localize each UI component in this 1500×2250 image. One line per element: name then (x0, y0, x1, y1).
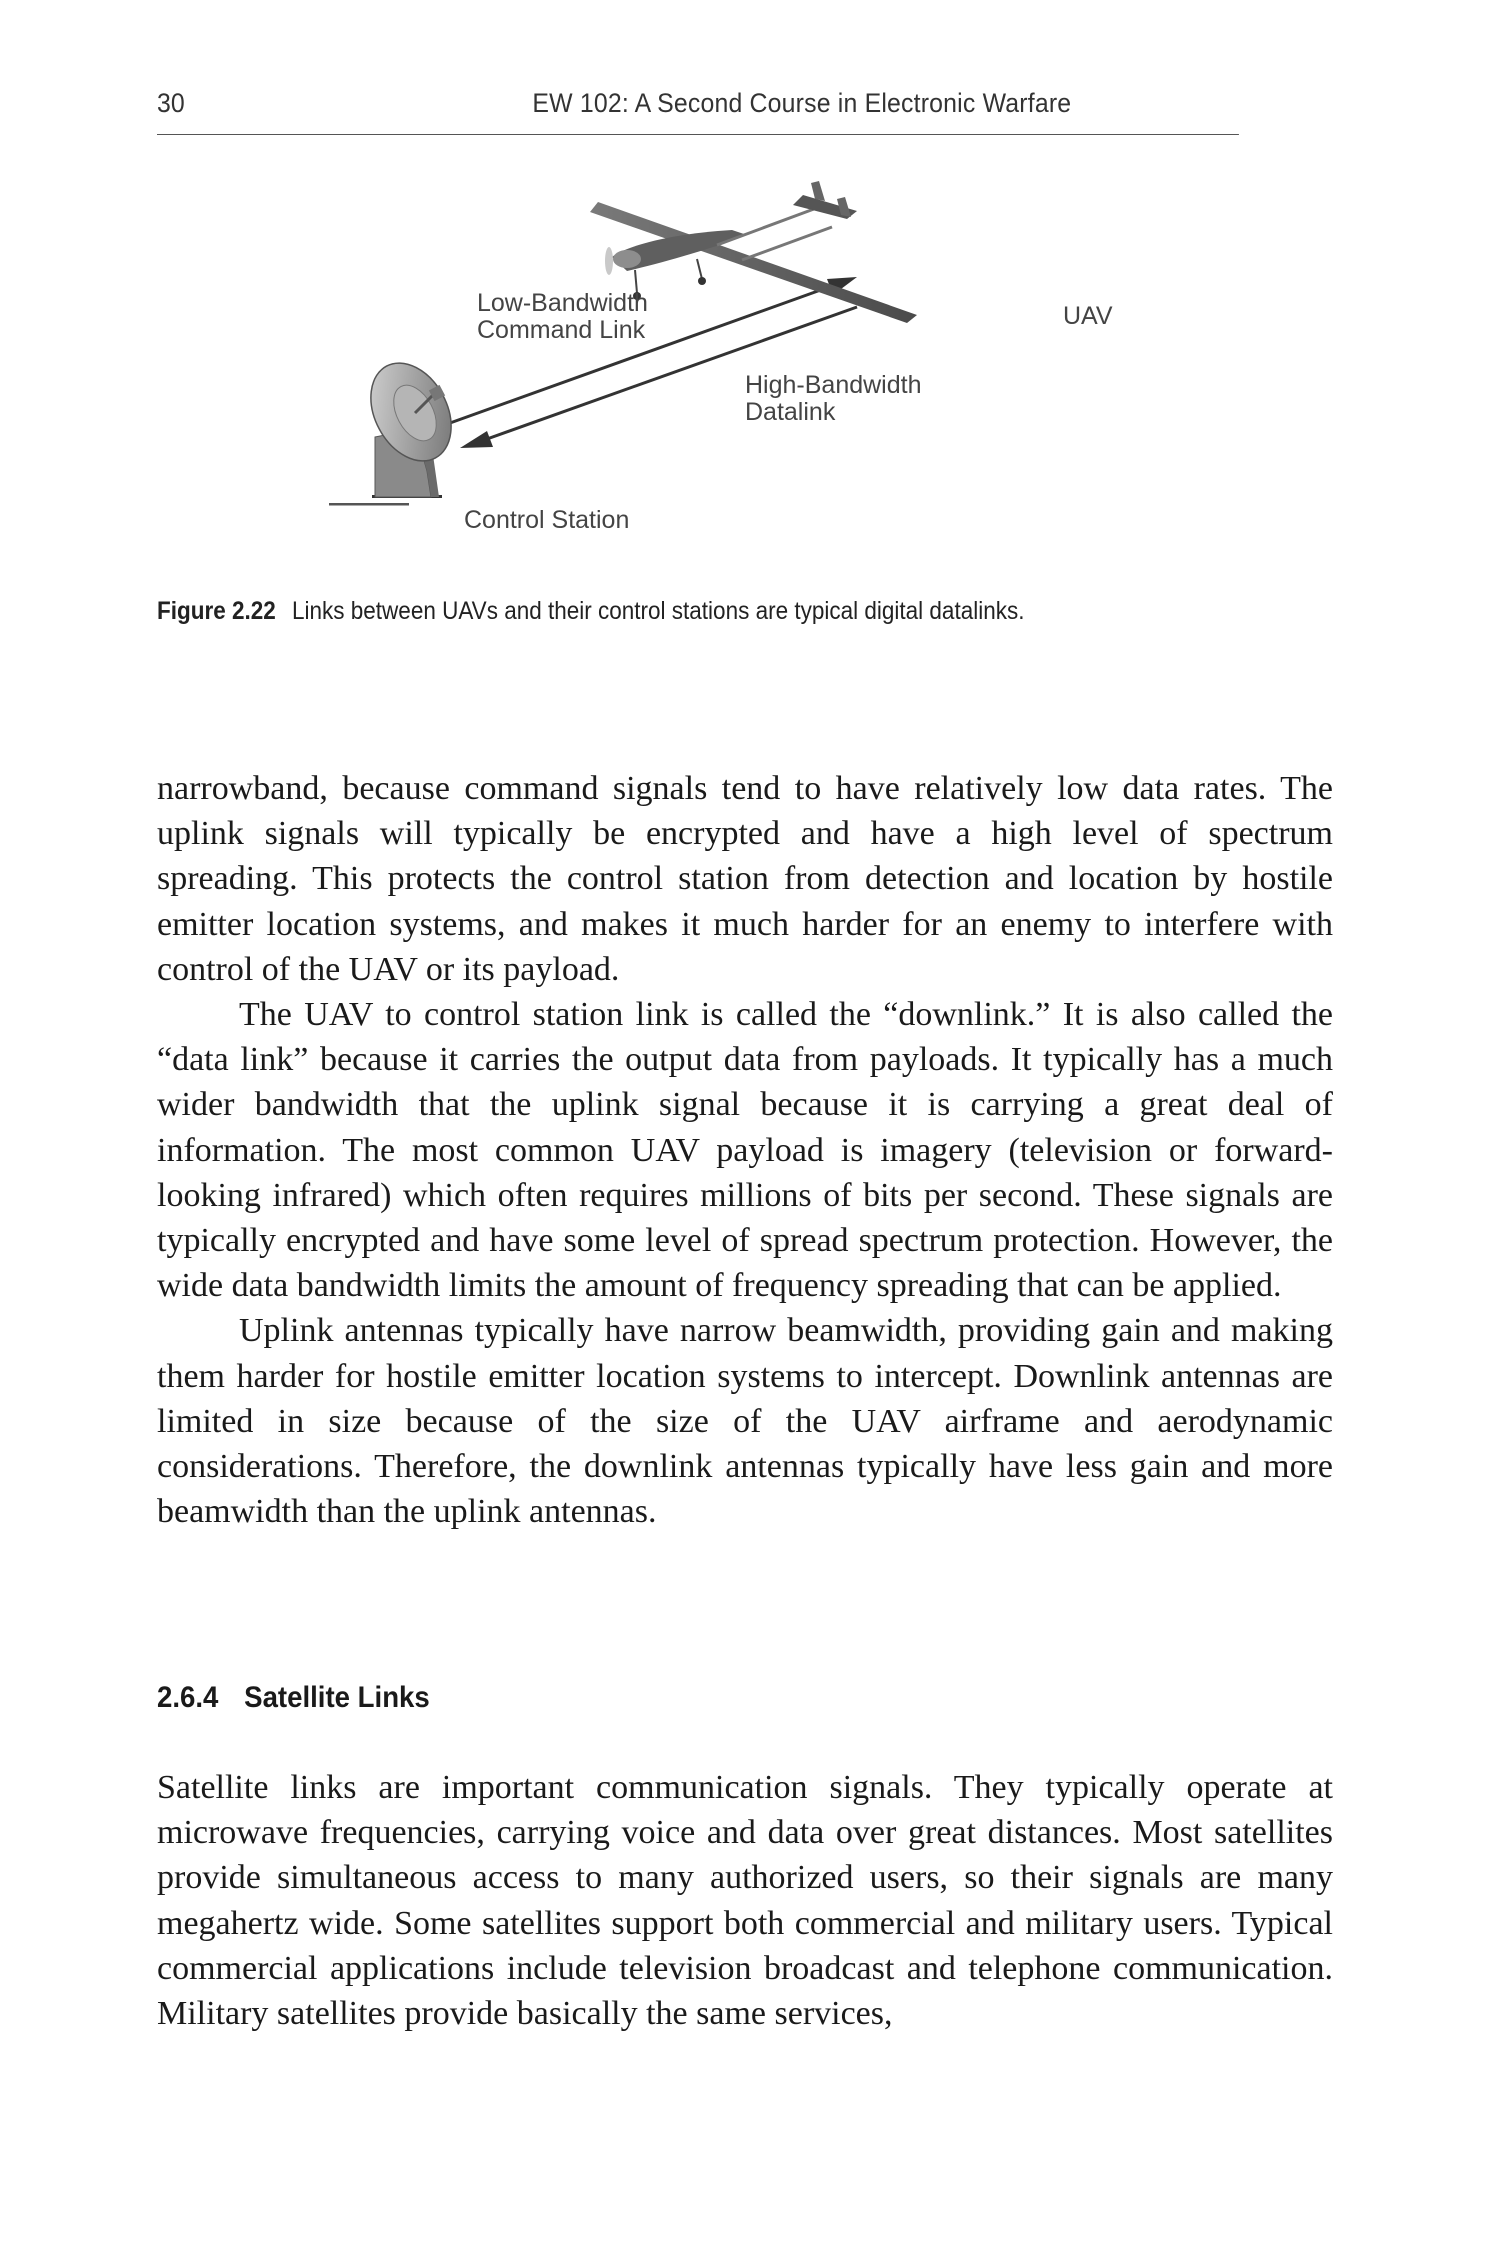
body-text (157, 766, 1333, 1534)
control-station-icon (329, 349, 467, 505)
section-heading (157, 1681, 430, 1715)
page-number: 30 (157, 88, 185, 118)
page-header (157, 84, 1239, 135)
figure-caption-text: Links between UAVs and their control stations are typical digital datalinks. (292, 597, 1025, 625)
uav-label: UAV (1063, 302, 1113, 330)
command-link-label: Low-Bandwidth Command Link (477, 289, 648, 344)
paragraph: The UAV to control station link is called the “downlink.” It is also called the “data link” because it carries the output data from payloads. It typically has a much wider bandwidth that the uplink signal because it is carrying a great deal of information. The most common UAV payload is imagery (television or forward-looking infrared) which often requires millions of bits per second. These signals are typically encrypted and have some level of spread spectrum protection. However, the wide data bandwidth limits the amount of frequency spreading that can be applied. (157, 996, 1333, 1305)
section-number: 2.6.4 (157, 1681, 219, 1714)
control-station-label: Control Station (464, 506, 630, 534)
paragraph: Uplink antennas typically have narrow beamwidth, providing gain and making them harder for hostile emitter location systems to intercept. Downlink antennas are limited in size because of the size of the UAV airframe and aerodynamic considerations. Therefore, the downlink antennas typically have less gain and more beamwidth than the uplink antennas. (157, 1312, 1333, 1531)
figure-caption (157, 597, 1282, 626)
datalink-label: High-Bandwidth Datalink (745, 371, 922, 426)
section-title: Satellite Links (244, 1681, 430, 1714)
section-body-text (157, 1765, 1333, 2036)
paragraph: narrowband, because command signals tend to have relatively low data rates. The uplink signals will typically be encrypted and have a high level of spectrum spreading. This protects the control station from detection and location by hostile emitter location systems, and makes it much harder for an enemy to interfere with control of the UAV or its payload. (157, 770, 1333, 988)
figure-caption-label: Figure 2.22 (157, 597, 276, 625)
paragraph: Satellite links are important communication signals. They typically operate at microwave frequencies, carrying voice and data over great distances. Most satellites provide simultaneous access to many authorized users, so their signals are many megahertz wide. Some satellites support both commercial and military users. Typical commercial applications include television broadcast and telephone communication. Military satellites provide basically the same services, (157, 1769, 1333, 2033)
figure-uav-links (157, 175, 1333, 595)
running-title: EW 102: A Second Course in Electronic Warfare (532, 88, 1072, 118)
